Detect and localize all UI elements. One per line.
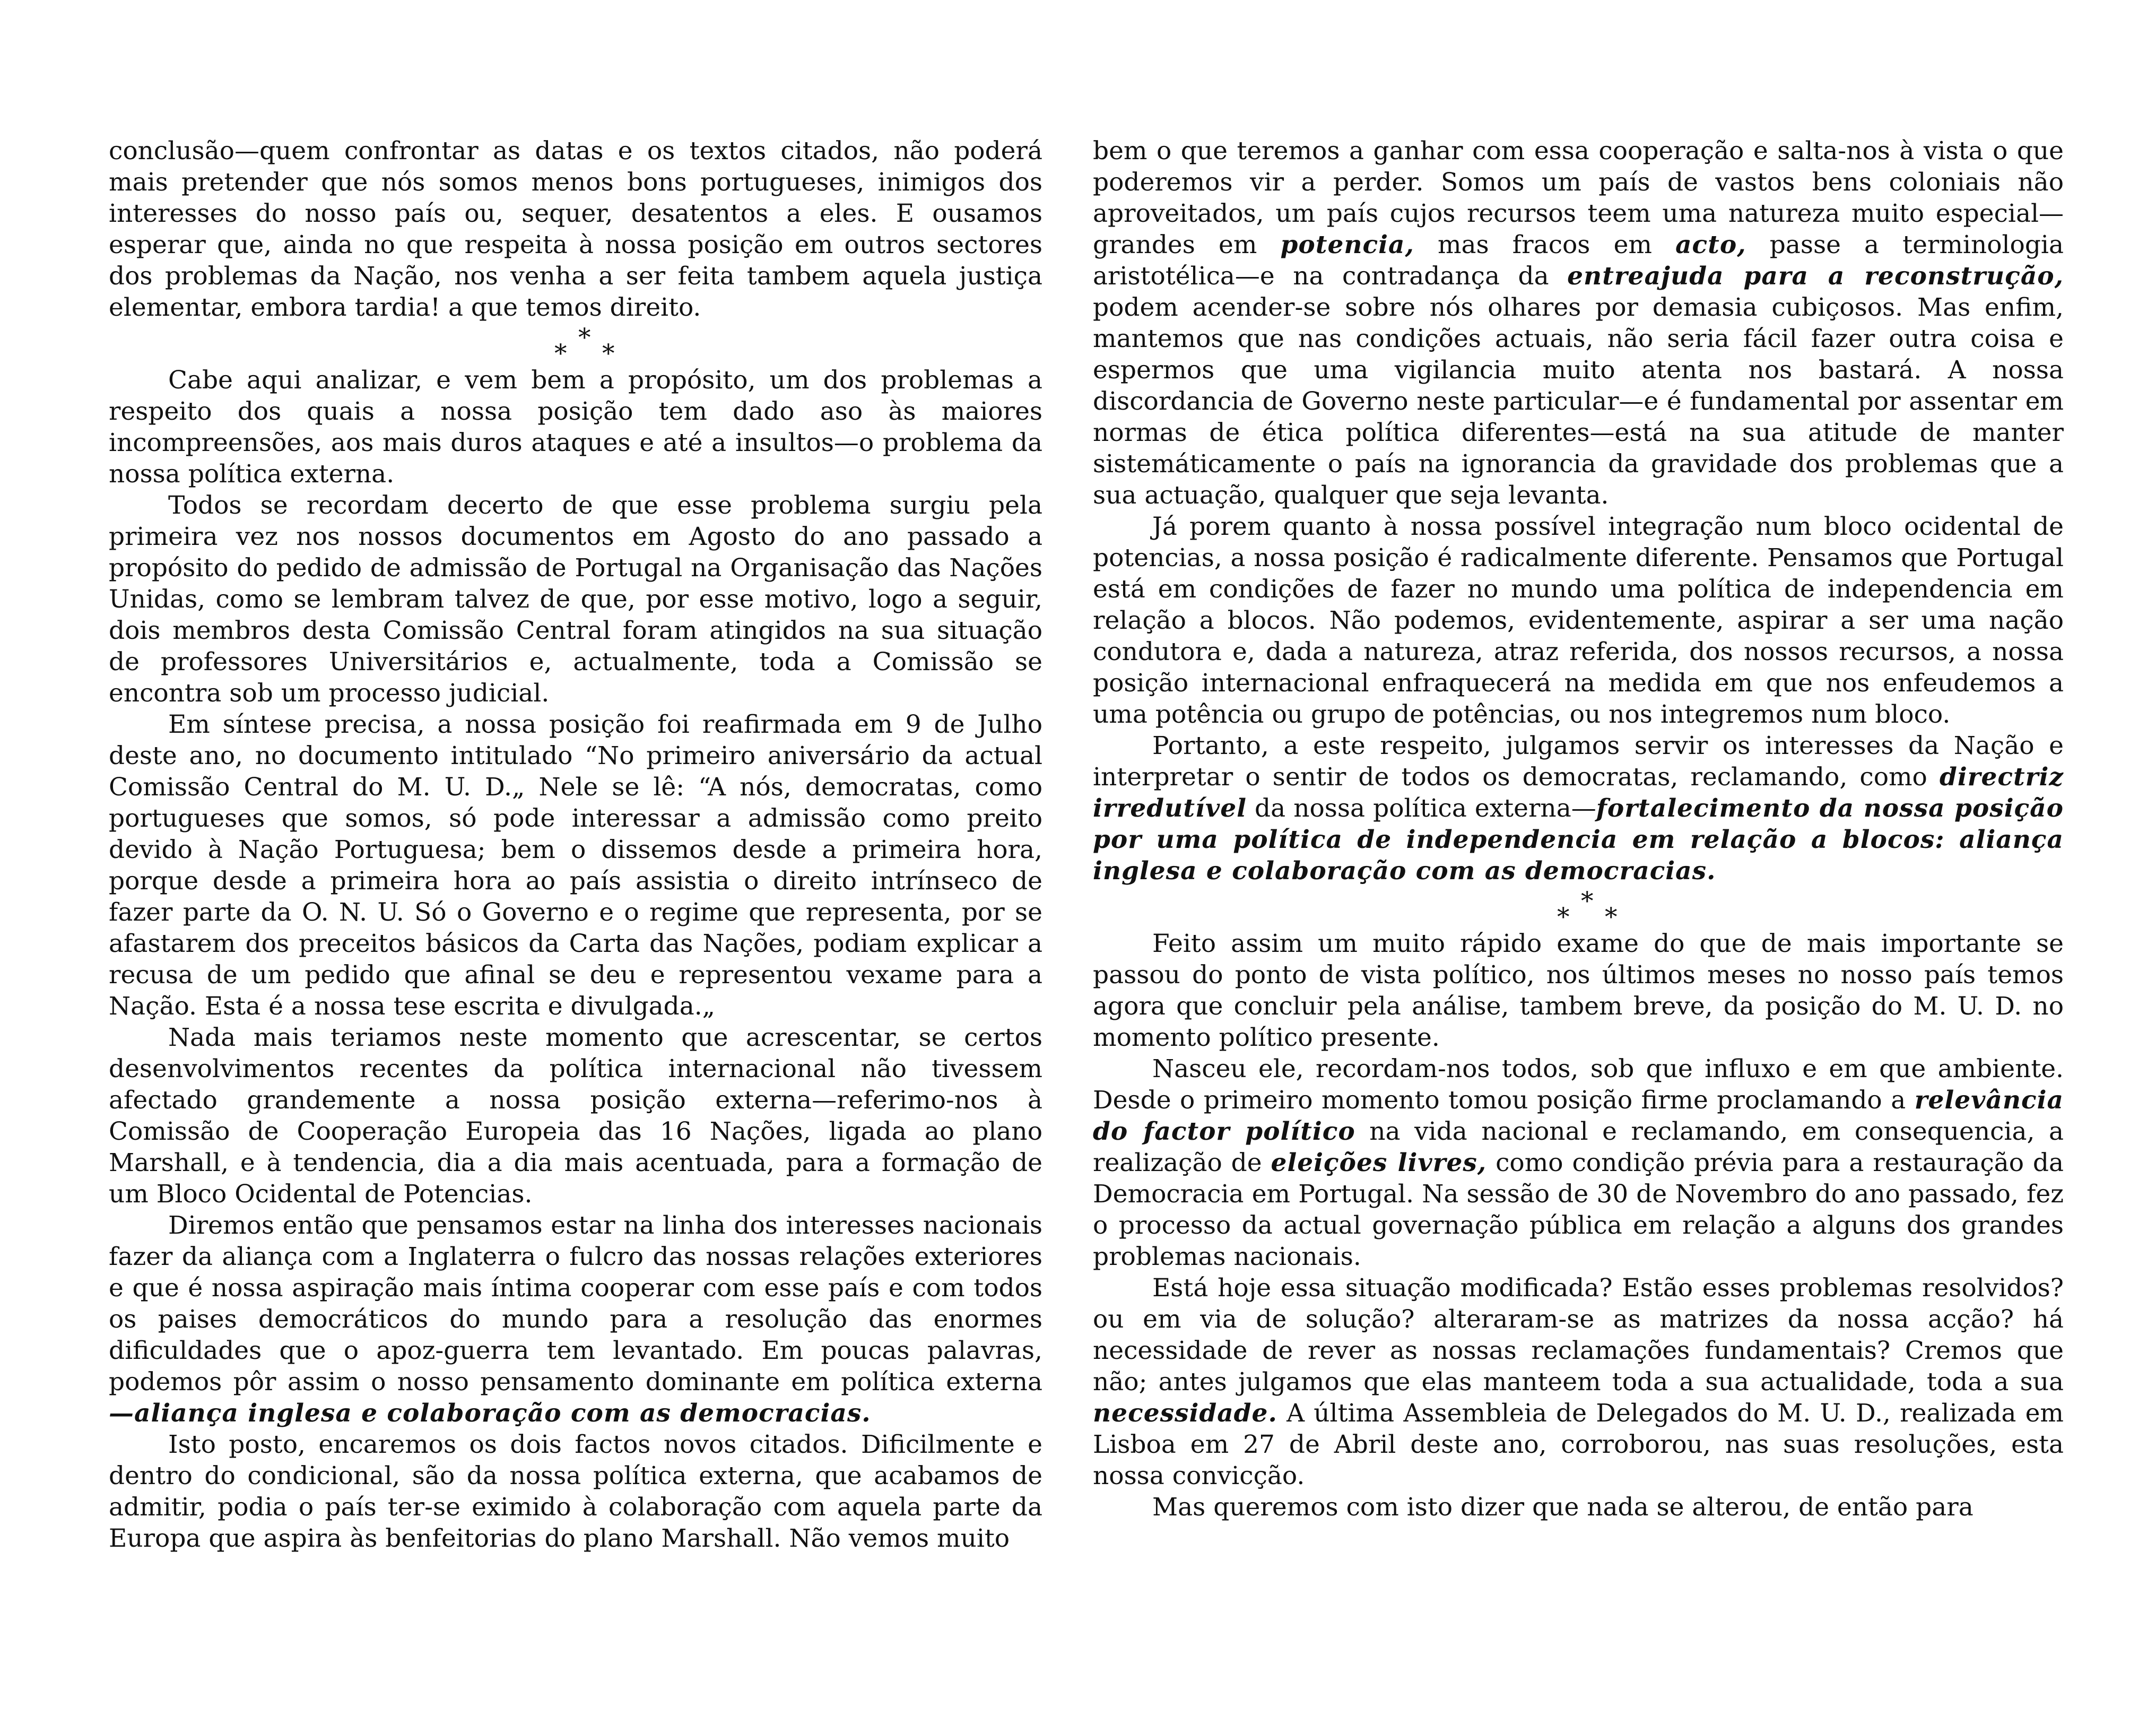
paragraph-text: Nasceu ele, recordam-nos todos, sob que influxo e em que ambiente. Desde o primeiro momento tomou posição firme proclamando a [1093,1054,2064,1115]
section-separator [109,323,1042,368]
paragraph-text: bem o que teremos a ganhar com essa cooperação e salta-nos à vista o que poderemos vir a perder. Somos um país de vastos bens coloniais não aproveitados, um país cujos recursos teem uma natureza muito especial—grandes em [1093,136,2064,259]
emphasis-text: eleições livres, [1271,1148,1487,1177]
emphasis-text: relevância do factor político [1093,1086,2064,1146]
paragraph-july-document: Em síntese precisa, a nossa posição foi reafirmada em 9 de Julho deste ano, no documento intitulado “No primeiro aniversário da actual Comissão Central do M. U. D.„ Nele se lê: “A nós, democratas, como portugueses que somos, só pode interessar a admissão como preito devido à Nação Portuguesa; bem o dissemos desde a primeira hora, porque desde a primeira hora ao país assistia o direito intrínseco de fazer parte da O. N. U. Só o Governo e o regime que representa, por se afastarem dos preceitos básicos da Carta das Nações, podiam explicar a recusa de um pedido que afinal se deu e representou vexame para a Nação. Esta é a nossa tese escrita e divulgada.„ [109,710,1042,1021]
paragraph-conclusion: conclusão—quem confrontar as datas e os textos citados, não poderá mais pretender que nós somos menos bons portugueses, inimigos dos interesses do nosso país ou, sequer, desatentos a eles. E ousamos esperar que, ainda no que respeita à nossa posição em outros sectores dos problemas da Nação, nos venha a ser feita tambem aquela justiça elementar, embora tardia! a que temos direito. [109,136,1042,322]
paragraph-political-review: Feito assim um muito rápido exame do que de mais importante se passou do ponto de vista político, nos últimos meses no nosso país temos agora que concluir pela análise, tambem breve, da posição do M. U. D. no momento político presente. [1093,929,2064,1052]
paragraph-text: A última Assembleia de Delegados do M. U. D., realizada em Lisboa em 27 de Abril deste ano, corroborou, nas suas resoluções, esta nossa convicção. [1093,1399,2064,1490]
emphasis-text: necessidade. [1093,1399,1277,1428]
separator-star: * [1557,903,1570,932]
paragraph-text: Portanto, a este respeito, julgamos servir os interesses da Nação e interpretar o sentir de todos os democratas, reclamando, como [1093,731,2064,792]
left-column [109,135,1042,1554]
paragraph-text: mas fracos em [1414,230,1676,259]
emphasis-text: potencia, [1280,230,1414,259]
separator-star: * [602,339,615,368]
paragraph-text: da nossa política externa— [1246,794,1596,823]
paragraph-text: Está hoje essa situação modificada? Estão esses problemas resolvidos? ou em via de solução? alteraram-se as matrizes da nossa acção? há necessidade de rever as nossas reclamações fundamentais? Cremos que não; antes julgamos que elas manteem toda a sua actualidade, toda a sua [1093,1273,2064,1397]
paragraph-current-situation [1093,1272,2064,1492]
separator-star: * [1581,887,1594,916]
paragraph-england-alliance [109,1210,1042,1429]
paragraph-western-bloc: Já porem quanto à nossa possível integração num bloco ocidental de potencias, a nossa posição é radicalmente diferente. Pensamos que Portugal está em condições de fazer no mundo uma política de independencia em relação a blocos. Não podemos, evidentemente, aspirar a ser uma nação condutora e, dada a natureza, atraz referida, dos nossos recursos, a nossa posição internacional enfraquecerá na medida em que nos enfeudemos a uma potência ou grupo de potências, ou nos integremos num bloco. [1093,512,2064,729]
paragraph-new-facts: Isto posto, encaremos os dois factos novos citados. Dificilmente e dentro do condicional, são da nossa política externa, que acabamos de admitir, podia o país ter-se eximido à colaboração com aquela parte da Europa que aspira às benfeitorias do plano Marshall. Não vemos muito [109,1430,1042,1553]
separator-star: * [578,323,591,352]
paragraph-mud-origin [1093,1053,2064,1272]
paragraph-foreign-policy-intro: Cabe aqui analizar, e vem bem a propósito, um dos problemas a respeito dos quais a nossa posição tem dado aso às maiores incompreensões, aos mais duros ataques e até a insultos—o problema da nossa política externa. [109,366,1042,489]
paragraph-text: Diremos então que pensamos estar na linha dos interesses nacionais fazer da aliança com a Inglaterra o fulcro das nossas relações exteriores e que é nossa aspiração mais íntima cooperar com esse país e com todos os paises democráticos do mundo para a resolução das enormes dificuldades que o apoz-guerra tem levantado. Em poucas palavras, podemos pôr assim o nosso pensamento dominante em política externa [109,1211,1042,1397]
paragraph-directive [1093,730,2064,887]
paragraph-cooperation [1093,135,2064,511]
paragraph-un-admission: Todos se recordam decerto de que esse problema surgiu pela primeira vez nos nossos documentos em Agosto do ano passado a propósito do pedido de admissão de Portugal na Organisação das Nações Unidas, como se lembram talvez de que, por esse motivo, logo a seguir, dois membros desta Comissão Central foram atingidos na sua situação de professores Universitários e, actualmente, toda a Comissão se encontra sob um processo judicial. [109,491,1042,708]
paragraph-marshall-plan: Nada mais teriamos neste momento que acrescentar, se certos desenvolvimentos recentes da política internacional não tivessem afectado grandemente a nossa posição externa—referimo-nos à Comissão de Cooperação Europeia das 16 Nações, ligada ao plano Marshall, e à tendencia, dia a dia mais acentuada, para a formação de um Bloco Ocidental de Potencias. [109,1023,1042,1209]
emphasis-text: fortalecimento da nossa posição por uma política de independencia em relação a blocos: aliança inglesa e colaboração com as democracias. [1093,794,2064,886]
separator-star: * [1605,903,1618,932]
paragraph-closing: Mas queremos com isto dizer que nada se alterou, de então para [1152,1493,1974,1522]
emphasis-text: —aliança inglesa e colaboração com as democracias. [109,1399,871,1428]
emphasis-text: acto, [1675,230,1746,259]
right-column [1093,135,2064,1523]
emphasis-text: entreajuda para a reconstrução, [1567,262,2064,291]
paragraph-text: na vida nacional e reclamando, em consequencia, a realização de [1093,1117,2064,1177]
section-separator [1093,887,2064,932]
emphasis-text: directriz irredutível [1093,762,2064,823]
separator-star: * [554,339,567,368]
paragraph-text: como condição prévia para a restauração da Democracia em Portugal. Na sessão de 30 de Novembro do ano passado, fez o processo da actual governação pública em relação a alguns dos grandes problemas nacionais. [1093,1148,2064,1271]
paragraph-text: passe a terminologia aristotélica—e na contradança da [1093,230,2064,291]
paragraph-text: podem acender-se sobre nós olhares por demasia cubiçosos. Mas enfim, mantemos que nas condições actuais, não seria fácil fazer outra coisa e espermos que uma vigilancia muito atenta nos bastará. A nossa discordancia de Governo neste particular—e é fundamental por assentar em normas de ética política diferentes—está na sua atitude de manter sistemáticamente o país na ignorancia da gravidade dos problemas que a sua actuação, qualquer que seja levanta. [1093,293,2064,510]
